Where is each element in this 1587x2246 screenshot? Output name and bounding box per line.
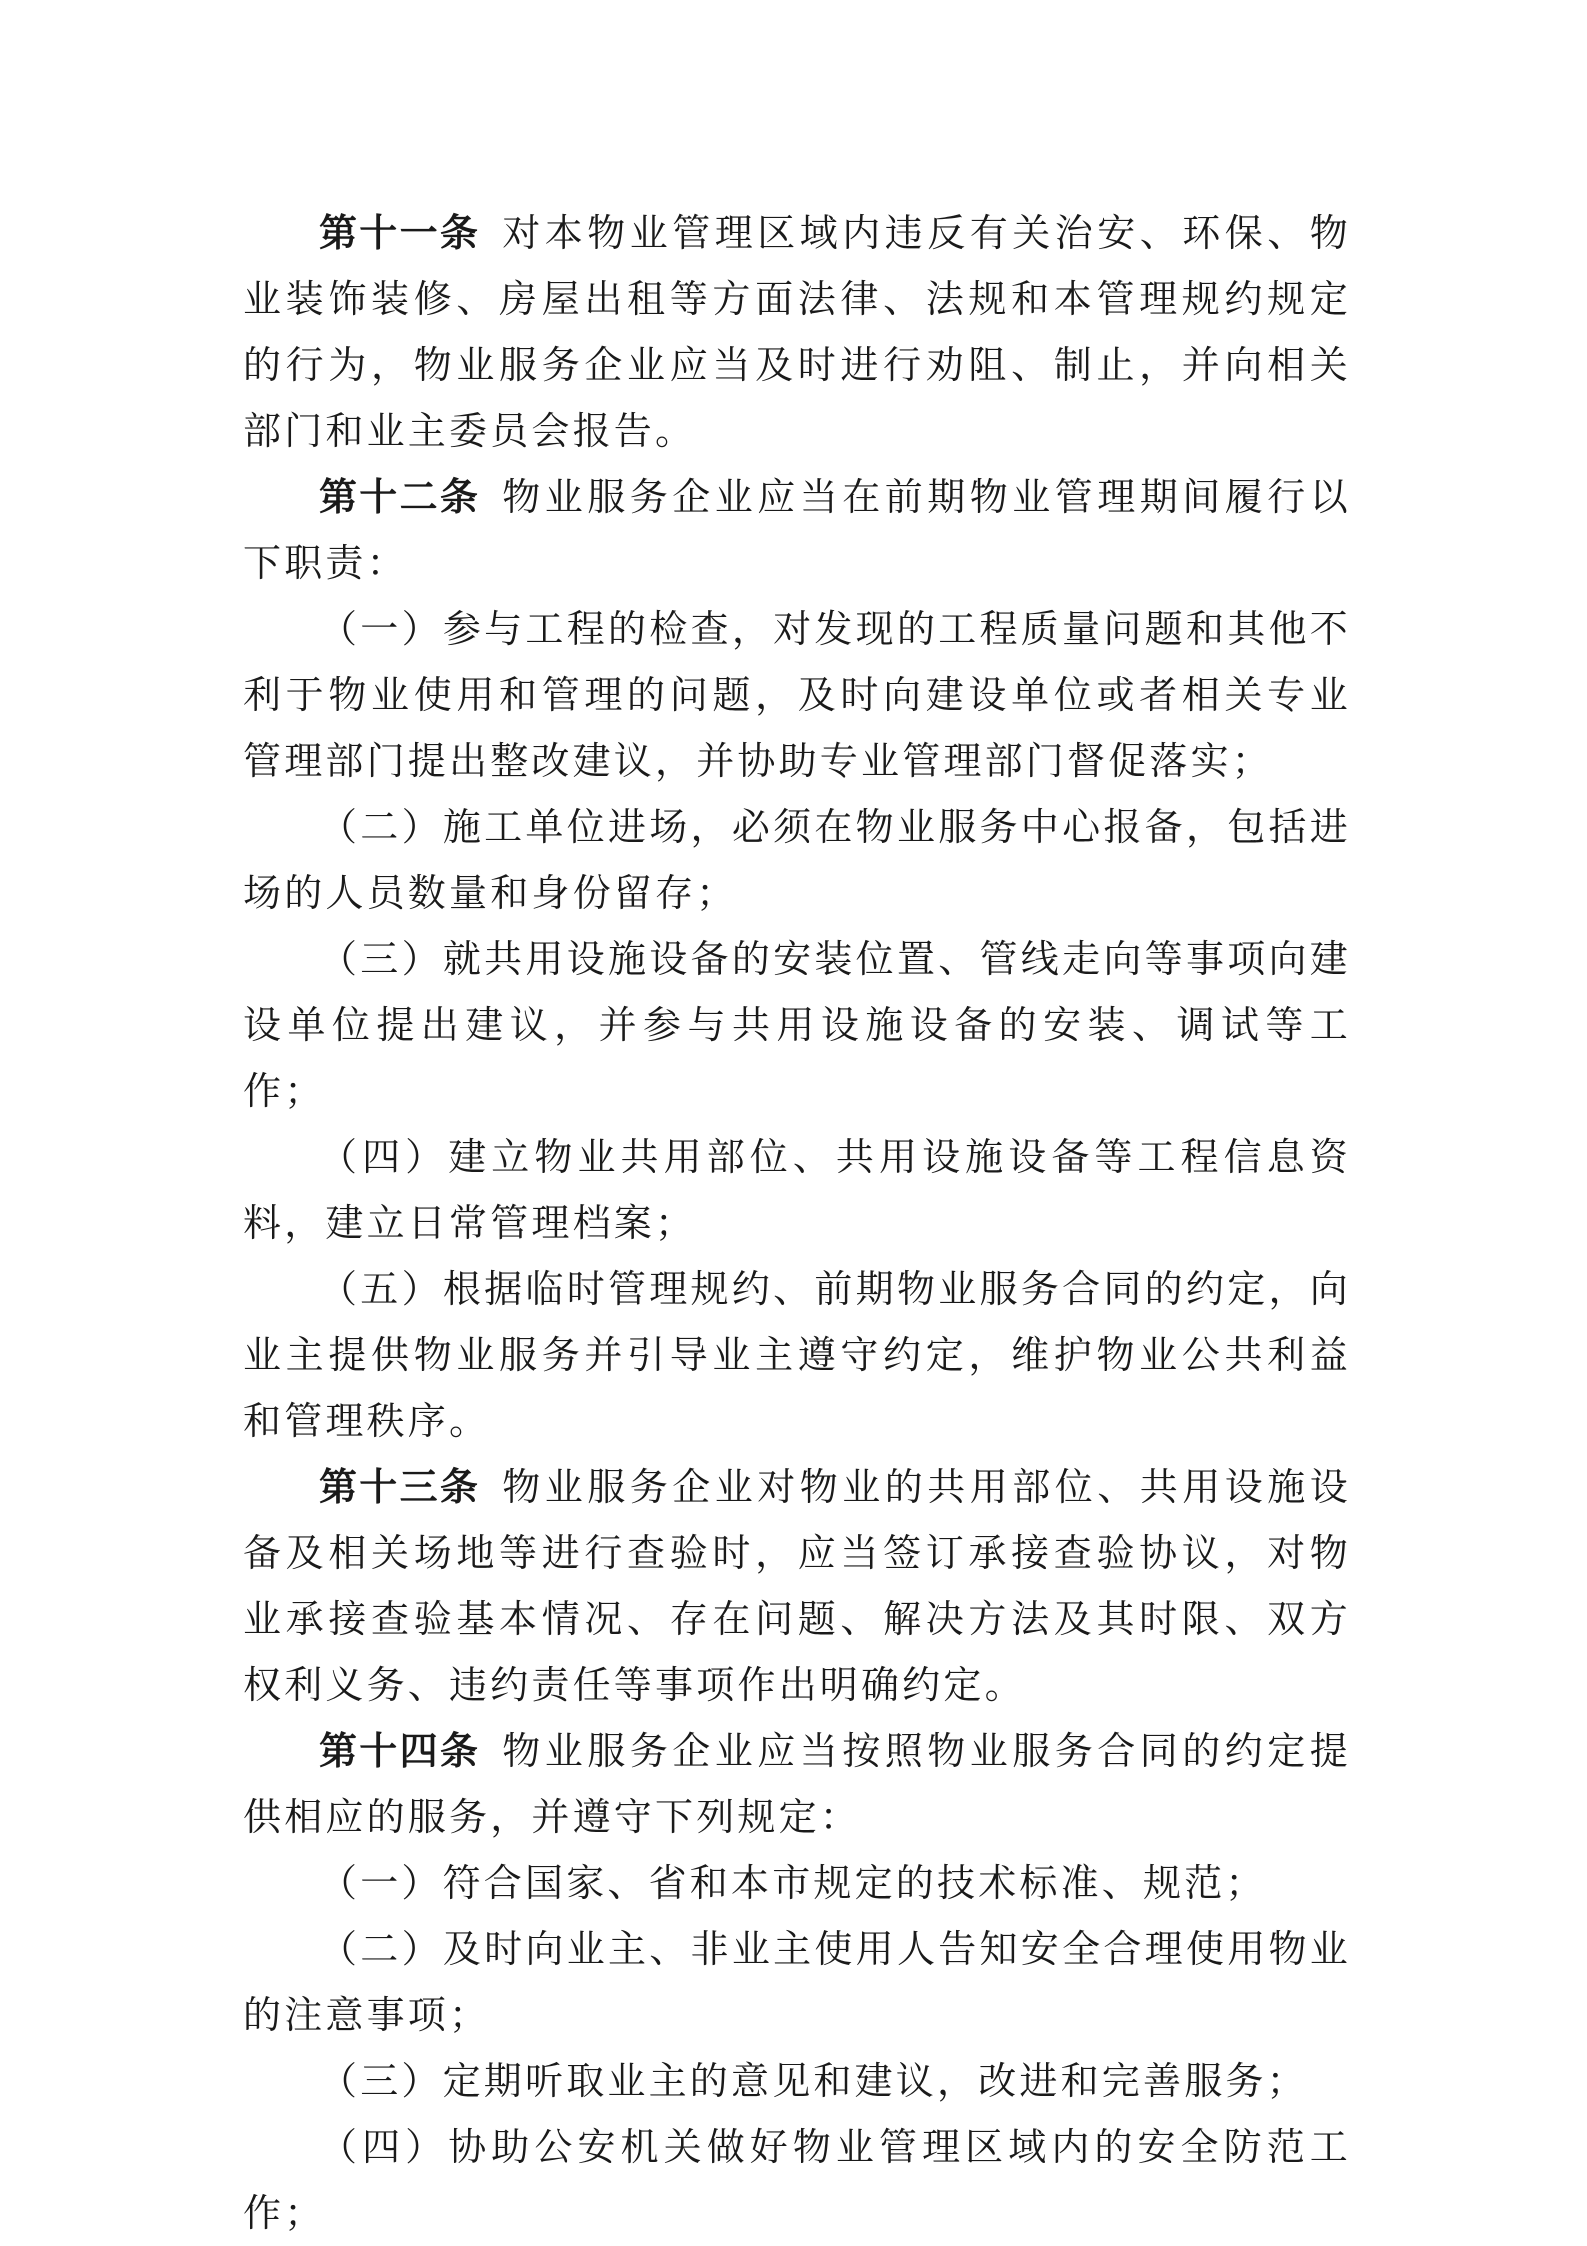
article-text: 对本物业管理区域内违反有关治安、环保、物业装饰装修、房屋出租等方面法律、法规和本管理规约规定的行为，物业服务企业应当及时进行劝阻、制止，并向相关部门和业主委员会报告。	[243, 211, 1351, 453]
clause-paragraph	[243, 2114, 1351, 2246]
clause-text: （三）定期听取业主的意见和建议，改进和完善服务；	[319, 2059, 1308, 2103]
article-text: 物业服务企业对物业的共用部位、共用设施设备及相关场地等进行查验时，应当签订承接查验协议，对物业承接查验基本情况、存在问题、解决方法及其时限、双方权利义务、违约责任等事项作出明确约定。	[243, 1465, 1351, 1707]
clause-paragraph	[243, 926, 1351, 1124]
clause-text: （四）建立物业共用部位、共用设施设备等工程信息资料，建立日常管理档案；	[243, 1135, 1351, 1245]
clause-text: （一）参与工程的检查，对发现的工程质量问题和其他不利于物业使用和管理的问题，及时向建设单位或者相关专业管理部门提出整改建议，并协助专业管理部门督促落实；	[243, 607, 1351, 783]
clause-text: （二）施工单位进场，必须在物业服务中心报备，包括进场的人员数量和身份留存；	[243, 805, 1351, 915]
clause-paragraph	[243, 596, 1351, 794]
clause-text: （五）根据临时管理规约、前期物业服务合同的约定，向业主提供物业服务并引导业主遵守约定，维护物业公共利益和管理秩序。	[243, 1267, 1351, 1443]
article-12-paragraph	[243, 464, 1351, 596]
article-14-paragraph	[243, 1718, 1351, 1850]
clause-text: （一）符合国家、省和本市规定的技术标准、规范；	[319, 1861, 1267, 1905]
article-13-paragraph	[243, 1454, 1351, 1718]
clause-text: （三）就共用设施设备的安装位置、管线走向等事项向建设单位提出建议，并参与共用设施设备的安装、调试等工作；	[243, 937, 1351, 1113]
clause-paragraph	[243, 1124, 1351, 1256]
clause-paragraph	[243, 794, 1351, 926]
clause-text: （二）及时向业主、非业主使用人告知安全合理使用物业的注意事项；	[243, 1927, 1351, 2037]
clause-text: （四）协助公安机关做好物业管理区域内的安全防范工作；	[243, 2125, 1351, 2235]
article-heading: 第十三条	[319, 1465, 481, 1509]
document-body	[243, 200, 1351, 2246]
clause-paragraph	[243, 1916, 1351, 2048]
clause-paragraph	[243, 2048, 1351, 2114]
article-text: 物业服务企业应当按照物业服务合同的约定提供相应的服务，并遵守下列规定：	[243, 1729, 1351, 1839]
article-text: 物业服务企业应当在前期物业管理期间履行以下职责：	[243, 475, 1351, 585]
article-heading: 第十二条	[319, 475, 481, 519]
clause-paragraph	[243, 1256, 1351, 1454]
article-heading: 第十四条	[319, 1729, 481, 1773]
article-11-paragraph	[243, 200, 1351, 464]
clause-paragraph	[243, 1850, 1351, 1916]
article-heading: 第十一条	[319, 211, 481, 255]
